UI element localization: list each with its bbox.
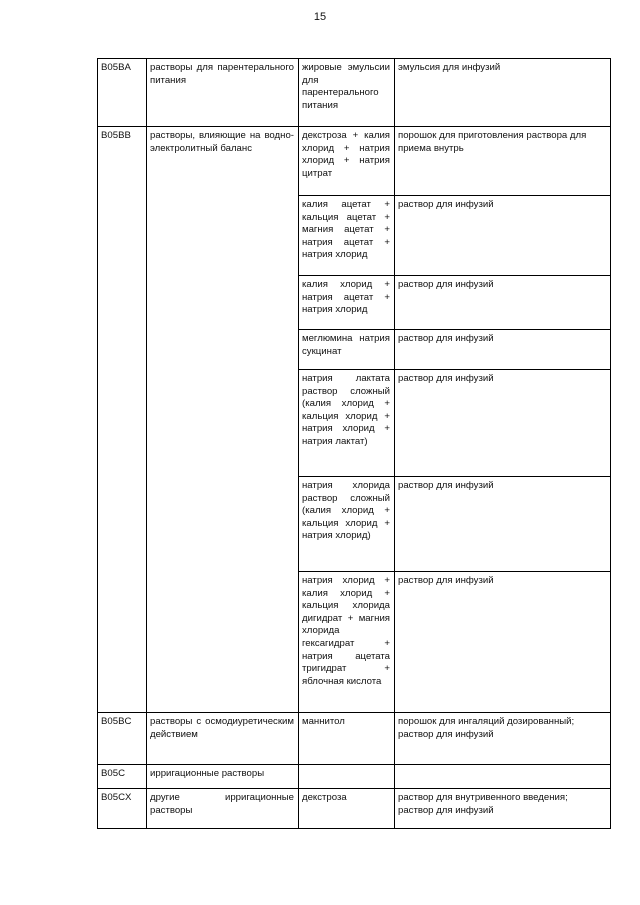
dosage-form: порошок для приготовления раствора для приема внутрь [395,127,611,196]
substance-name: калия ацетат + кальция ацетат + магния ацетат + натрия ацетат + натрия хлорид [299,196,395,276]
dosage-form: раствор для инфузий [395,370,611,477]
table-row [98,713,611,765]
substance-name: натрия хлорида раствор сложный (калия хлорид + кальция хлорид + натрия хлорид) [299,477,395,572]
dosage-form: раствор для инфузий [395,330,611,370]
substance-name: натрия лактата раствор сложный (калия хлорид + кальция хлорид + натрия хлорид + натрия лактат) [299,370,395,477]
substance-name [299,765,395,789]
dosage-form-line: раствор для внутривенного введения; [398,792,568,803]
substance-name: маннитол [299,713,395,765]
dosage-form: раствор для инфузий [395,276,611,330]
group-name: ирригационные растворы [147,765,299,789]
atc-code: B05C [98,765,147,789]
substance-name: калия хлорид + натрия ацетат + натрия хлорид [299,276,395,330]
table-row [98,789,611,829]
dosage-form-line: раствор для инфузий [398,804,494,816]
dosage-form: эмульсия для инфузий [395,59,611,127]
substance-name: декстроза + калия хлорид + натрия хлорид + натрия цитрат [299,127,395,196]
dosage-form [395,765,611,789]
table-row [98,59,611,127]
atc-code: B05BB [98,127,147,713]
dosage-form-line: раствор для инфузий [398,728,494,740]
dosage-form-line: порошок для ингаляций дозированный; [398,716,575,727]
group-name: растворы с осмодиуретическим действием [147,713,299,765]
group-name: растворы, влияющие на водно-электролитный баланс [147,127,299,713]
substance-name: меглюмина натрия сукцинат [299,330,395,370]
group-name: другие ирригационные растворы [147,789,299,829]
atc-code: B05BC [98,713,147,765]
dosage-form [395,789,611,829]
dosage-form: раствор для инфузий [395,572,611,713]
atc-code: B05CX [98,789,147,829]
dosage-form [395,713,611,765]
table-row [98,765,611,789]
table-row [98,127,611,196]
substance-name: жировые эмульсии для парентерального питания [299,59,395,127]
substance-name: натрия хлорид + калия хлорид + кальция хлорида дигидрат + магния хлорида гексагидрат + натрия ацетата тригидрат + яблочная кислота [299,572,395,713]
substance-name: декстроза [299,789,395,829]
dosage-form: раствор для инфузий [395,477,611,572]
drug-classification-table [97,58,611,829]
atc-code: B05BA [98,59,147,127]
page-number: 15 [313,11,327,23]
dosage-form: раствор для инфузий [395,196,611,276]
group-name: растворы для парентерального питания [147,59,299,127]
